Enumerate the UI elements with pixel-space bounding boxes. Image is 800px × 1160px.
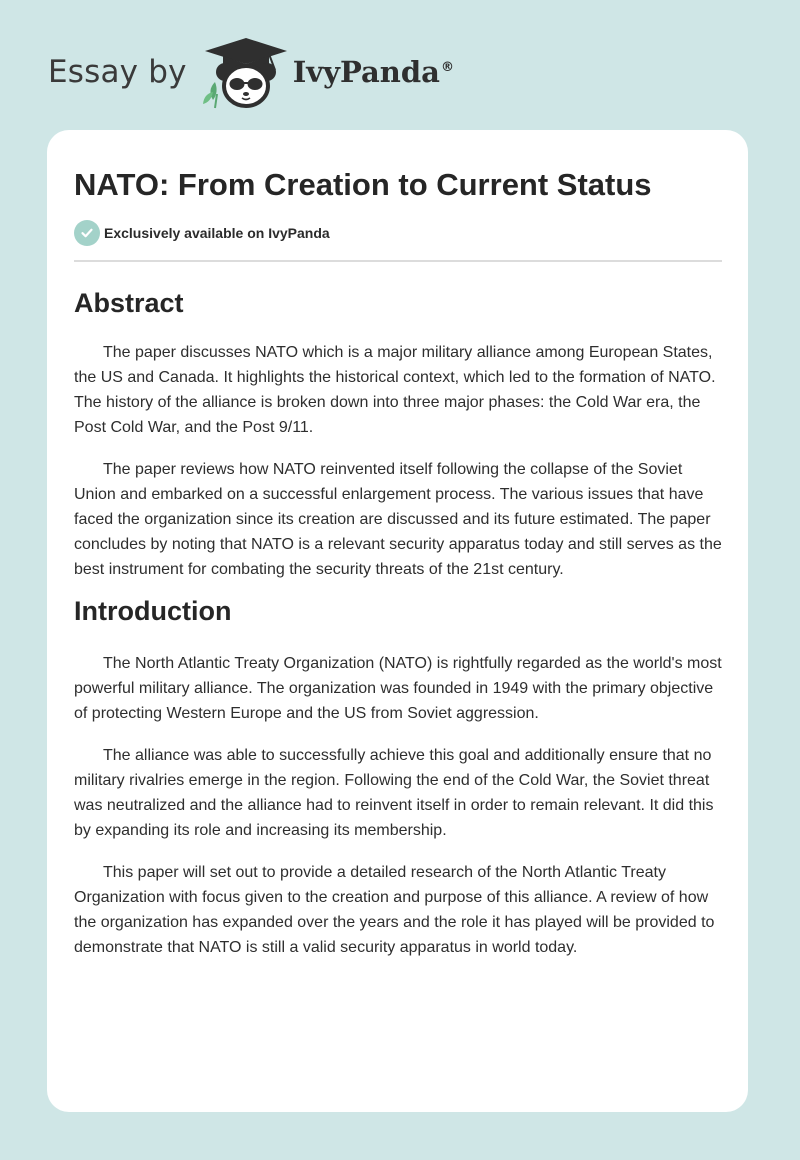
section-heading: Introduction [74, 596, 232, 626]
section-introduction [74, 594, 722, 960]
registered-mark: ® [440, 60, 454, 76]
paragraph: The paper reviews how NATO reinvented itself following the collapse of the Soviet Union and embarked on a successful enlargement process. The various issues that have faced the organization since its creation are discussed and its future estimated. The paper concludes by noting that NATO is a relevant security apparatus today and still serves as the best instrument for combating the security threats of the 21st century. [74, 461, 722, 578]
paragraph: The paper discusses NATO which is a major military alliance among European States, the US and Canada. It highlights the historical context, which led to the formation of NATO. The history of the alliance is broken down into three major phases: the Cold War era, the Post Cold War, and the Post 9/11. [74, 344, 716, 436]
paragraph: This paper will set out to provide a detailed research of the North Atlantic Treaty Organization with focus given to the creation and purpose of this alliance. A review of how the organization has expanded over the years and the role it has played will be provided to demonstrate that NATO is still a valid security apparatus in world today. [74, 864, 715, 956]
divider [74, 260, 722, 262]
section-abstract [74, 286, 722, 582]
essay-by-label: Essay by [48, 54, 187, 90]
section-heading: Abstract [74, 288, 184, 318]
paragraph: The North Atlantic Treaty Organization (NATO) is rightfully regarded as the world's most powerful military alliance. The organization was founded in 1949 with the primary objective of protecting Western Europe and the US from Soviet aggression. [74, 655, 722, 722]
brand-header[interactable] [48, 34, 454, 110]
exclusive-notice [74, 220, 722, 246]
exclusive-label: Exclusively available on IvyPanda [104, 225, 330, 241]
brand-name: IvyPanda® [292, 55, 454, 89]
page-title: NATO: From Creation to Current Status [74, 167, 652, 202]
paragraph: The alliance was able to successfully achieve this goal and additionally ensure that no military rivalries emerge in the region. Following the end of the Cold War, the Soviet threat was neutralized and the alliance had to reinvent itself in order to remain relevant. It did this by expanding its role and increasing its membership. [74, 747, 714, 839]
panda-graduate-logo-icon [201, 34, 291, 110]
essay-card [47, 130, 748, 1112]
check-circle-icon [74, 220, 100, 246]
